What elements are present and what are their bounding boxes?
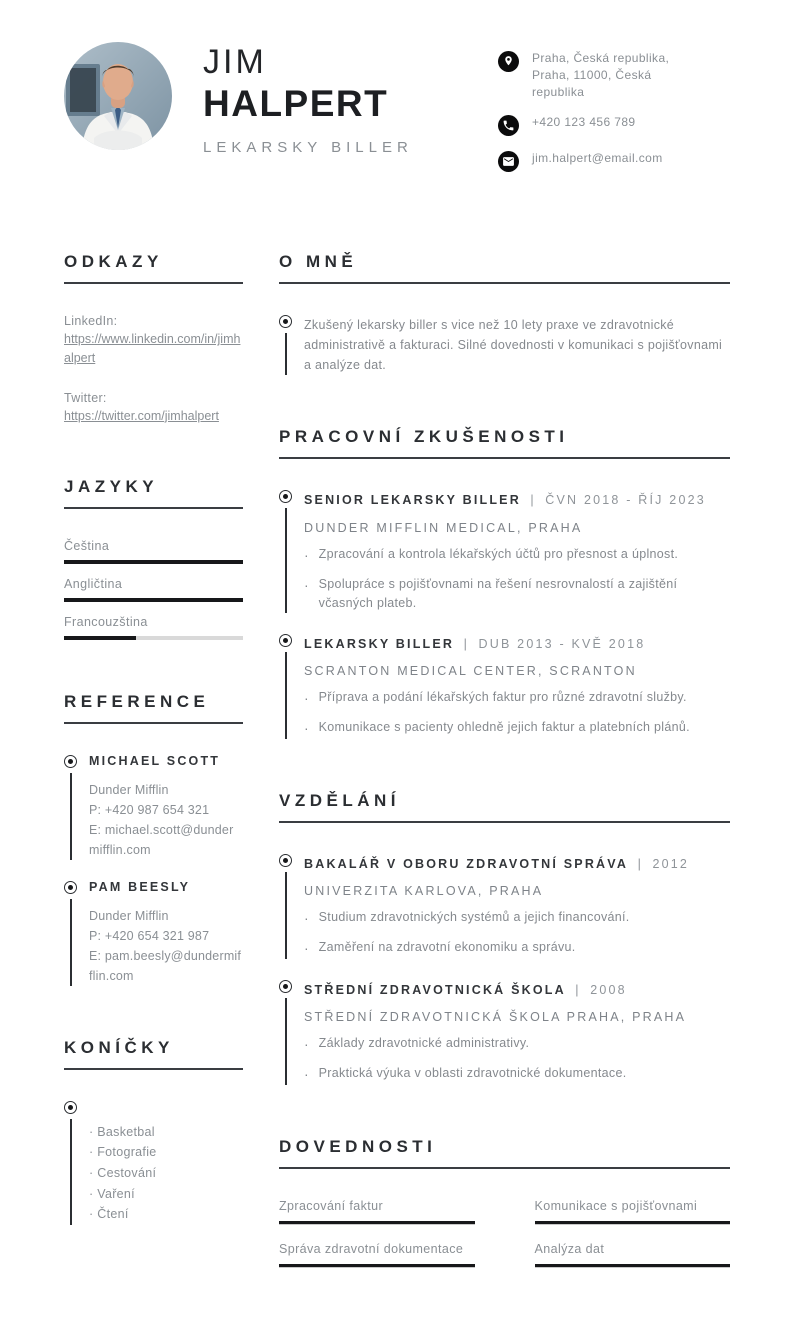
experience-bullet: · Komunikace s pacienty ohledně jejich faktur a platebních plánů. [304, 718, 730, 738]
language-level-bar [64, 560, 243, 564]
education-school: STŘEDNÍ ZDRAVOTNICKÁ ŠKOLA PRAHA, PRAHA [304, 1009, 687, 1024]
timeline-marker [64, 1100, 89, 1225]
timeline-dot-icon [64, 1101, 77, 1114]
skill-name: Správa zdravotní dokumentace [279, 1241, 464, 1256]
timeline-marker [279, 853, 304, 959]
education-degree-line [304, 979, 730, 1001]
last-name: HALPERT [203, 83, 389, 125]
reference-company: Dunder Mifflin [89, 908, 169, 923]
language-name: Čeština [64, 538, 110, 553]
link-item-twitter [64, 391, 243, 425]
timeline-dot-icon [279, 490, 292, 503]
link-item-linkedin [64, 314, 243, 366]
section-skills [279, 1137, 730, 1268]
reference-entry [64, 754, 243, 860]
about-entry [279, 314, 730, 375]
sidebar [64, 252, 243, 1319]
education-bullet: · Zaměření na zdravotní ekonomiku a správu. [304, 938, 730, 958]
timeline-dot-icon [64, 755, 77, 768]
experience-role: LEKARSKY BILLER [304, 636, 455, 651]
timeline-dot-icon [279, 634, 292, 647]
timeline-dot-icon [279, 854, 292, 867]
timeline-line [70, 1119, 72, 1225]
contact-location: Praha, Česká republika, Praha, 11000, Česká republika [532, 51, 670, 99]
link-label: Twitter: [64, 390, 107, 405]
header [64, 42, 730, 186]
section-experience [279, 427, 730, 738]
body-columns [64, 252, 730, 1319]
experience-company: SCRANTON MEDICAL CENTER, SCRANTON [304, 663, 637, 678]
education-entry [279, 979, 730, 1085]
first-name: JIM [203, 43, 267, 81]
timeline-line [285, 652, 287, 739]
timeline-line [70, 899, 72, 986]
education-dates: 2008 [590, 982, 627, 997]
section-hobbies-title: KONÍČKY [64, 1038, 243, 1070]
experience-dates: DUB 2013 - KVĚ 2018 [478, 636, 646, 651]
about-text: Zkušený lekarsky biller s vice než 10 lety praxe ve zdravotnické administrativě a fakturaci. Silné dovednosti v komunikaci s pojišťovnami a analýze dat. [304, 318, 723, 373]
reference-company: Dunder Mifflin [89, 782, 169, 797]
language-level-bar [64, 598, 243, 602]
contact-block [498, 42, 730, 186]
timeline-marker [64, 880, 89, 986]
experience-entry [279, 633, 730, 739]
education-bullet: · Praktická výuka v oblasti zdravotnické dokumentace. [304, 1064, 730, 1084]
contact-phone: +420 123 456 789 [532, 115, 636, 130]
education-school: UNIVERZITA KARLOVA, PRAHA [304, 883, 544, 898]
reference-details [89, 780, 243, 860]
timeline-dot-icon [279, 315, 292, 328]
experience-company: DUNDER MIFFLIN MEDICAL, PRAHA [304, 520, 583, 535]
timeline-marker [279, 633, 304, 739]
experience-bullet: · Zpracování a kontrola lékařských účtů pro přesnost a úplnost. [304, 545, 730, 565]
section-about [279, 252, 730, 375]
timeline-marker [64, 754, 89, 860]
timeline-marker [279, 314, 304, 375]
email-icon [498, 151, 519, 172]
linkedin-link[interactable]: https://www.linkedin.com/in/jimhalpert [64, 332, 241, 365]
section-experience-title: PRACOVNÍ ZKUŠENOSTI [279, 427, 730, 459]
timeline-marker [279, 489, 304, 612]
name-block [203, 42, 413, 156]
skill-name: Analýza dat [534, 1241, 605, 1256]
reference-entry [64, 880, 243, 986]
education-degree: STŘEDNÍ ZDRAVOTNICKÁ ŠKOLA [304, 982, 566, 997]
education-degree: BAKALÁŘ V OBORU ZDRAVOTNÍ SPRÁVA [304, 856, 629, 871]
profile-photo-illustration [64, 42, 172, 150]
experience-role: SENIOR LEKARSKY BILLER [304, 493, 521, 508]
contact-email-row [498, 150, 730, 172]
timeline-dot-icon [279, 980, 292, 993]
skill-name: Komunikace s pojišťovnami [534, 1198, 698, 1213]
education-dates: 2012 [652, 856, 690, 871]
reference-name: PAM BEESLY [89, 879, 191, 894]
timeline-dot-icon [64, 881, 77, 894]
skill-name: Zpracování faktur [279, 1198, 384, 1213]
skill-level-bar [279, 1264, 475, 1268]
education-degree-line [304, 853, 730, 875]
hobby-list [89, 1100, 243, 1225]
experience-role-line [304, 633, 730, 655]
language-name: Angličtina [64, 576, 123, 591]
education-bullet: · Základy zdravotnické administrativy. [304, 1034, 730, 1054]
degree-date-separator: | [575, 982, 581, 997]
language-row [64, 539, 243, 564]
reference-name: MICHAEL SCOTT [89, 753, 221, 768]
timeline-line [285, 508, 287, 612]
hobby-item: · Vaření [89, 1184, 243, 1205]
language-level-bar [64, 636, 243, 640]
contact-email: jim.halpert@email.com [532, 151, 663, 166]
section-hobbies [64, 1038, 243, 1225]
phone-icon [498, 115, 519, 136]
hobby-item: · Basketbal [89, 1122, 243, 1143]
section-education [279, 791, 730, 1085]
skill-item [279, 1199, 475, 1225]
reference-email: E: pam.beesly@dundermifflin.com [89, 948, 242, 983]
language-row [64, 615, 243, 640]
contact-phone-row [498, 114, 730, 136]
section-languages-title: JAZYKY [64, 477, 243, 509]
timeline-marker [279, 979, 304, 1085]
timeline-line [70, 773, 72, 860]
link-label: LinkedIn: [64, 314, 118, 329]
skill-item [535, 1242, 731, 1268]
section-links-title: ODKAZY [64, 252, 243, 284]
job-title: LEKARSKY BILLER [203, 138, 413, 156]
section-references-title: REFERENCE [64, 692, 243, 724]
reference-phone: P: +420 654 321 987 [89, 928, 210, 943]
language-row [64, 577, 243, 602]
skills-grid [279, 1199, 730, 1268]
experience-bullet: · Příprava a podání lékařských faktur pro různé zdravotní služby. [304, 688, 730, 708]
education-entry [279, 853, 730, 959]
profile-photo [64, 42, 172, 150]
hobby-item: · Fotografie [89, 1142, 243, 1163]
timeline-line [285, 872, 287, 959]
experience-entry [279, 489, 730, 612]
section-education-title: VZDĚLÁNÍ [279, 791, 730, 823]
degree-date-separator: | [637, 856, 644, 871]
hobby-item: · Cestování [89, 1163, 243, 1184]
skill-level-bar [535, 1221, 731, 1225]
hobby-item: · Čtení [89, 1204, 243, 1225]
reference-email: E: michael.scott@dundermifflin.com [89, 822, 234, 857]
main-column [279, 252, 730, 1319]
skill-item [279, 1242, 475, 1268]
experience-bullet: · Spolupráce s pojišťovnami na řešení nesrovnalostí a zajištění včasných plateb. [304, 575, 730, 613]
section-languages [64, 477, 243, 640]
reference-phone: P: +420 987 654 321 [89, 802, 210, 817]
experience-role-line [304, 489, 730, 511]
contact-location-row [498, 50, 730, 100]
reference-details [89, 906, 243, 986]
timeline-line [285, 333, 287, 375]
section-about-title: O MNĚ [279, 252, 730, 284]
skill-level-bar [535, 1264, 731, 1268]
twitter-link[interactable]: https://twitter.com/jimhalpert [64, 408, 219, 423]
section-links [64, 252, 243, 424]
timeline-line [285, 998, 287, 1085]
hobbies-entry [64, 1100, 243, 1225]
role-date-separator: | [530, 493, 536, 508]
education-bullet: · Studium zdravotnických systémů a jejich financování. [304, 908, 730, 928]
experience-dates: ČVN 2018 - ŘÍJ 2023 [545, 493, 706, 508]
language-name: Francouzština [64, 614, 148, 629]
section-skills-title: DOVEDNOSTI [279, 1137, 730, 1169]
role-date-separator: | [463, 636, 470, 651]
location-pin-icon [498, 51, 519, 72]
skill-level-bar [279, 1221, 475, 1225]
section-references [64, 692, 243, 986]
skill-item [535, 1199, 731, 1225]
